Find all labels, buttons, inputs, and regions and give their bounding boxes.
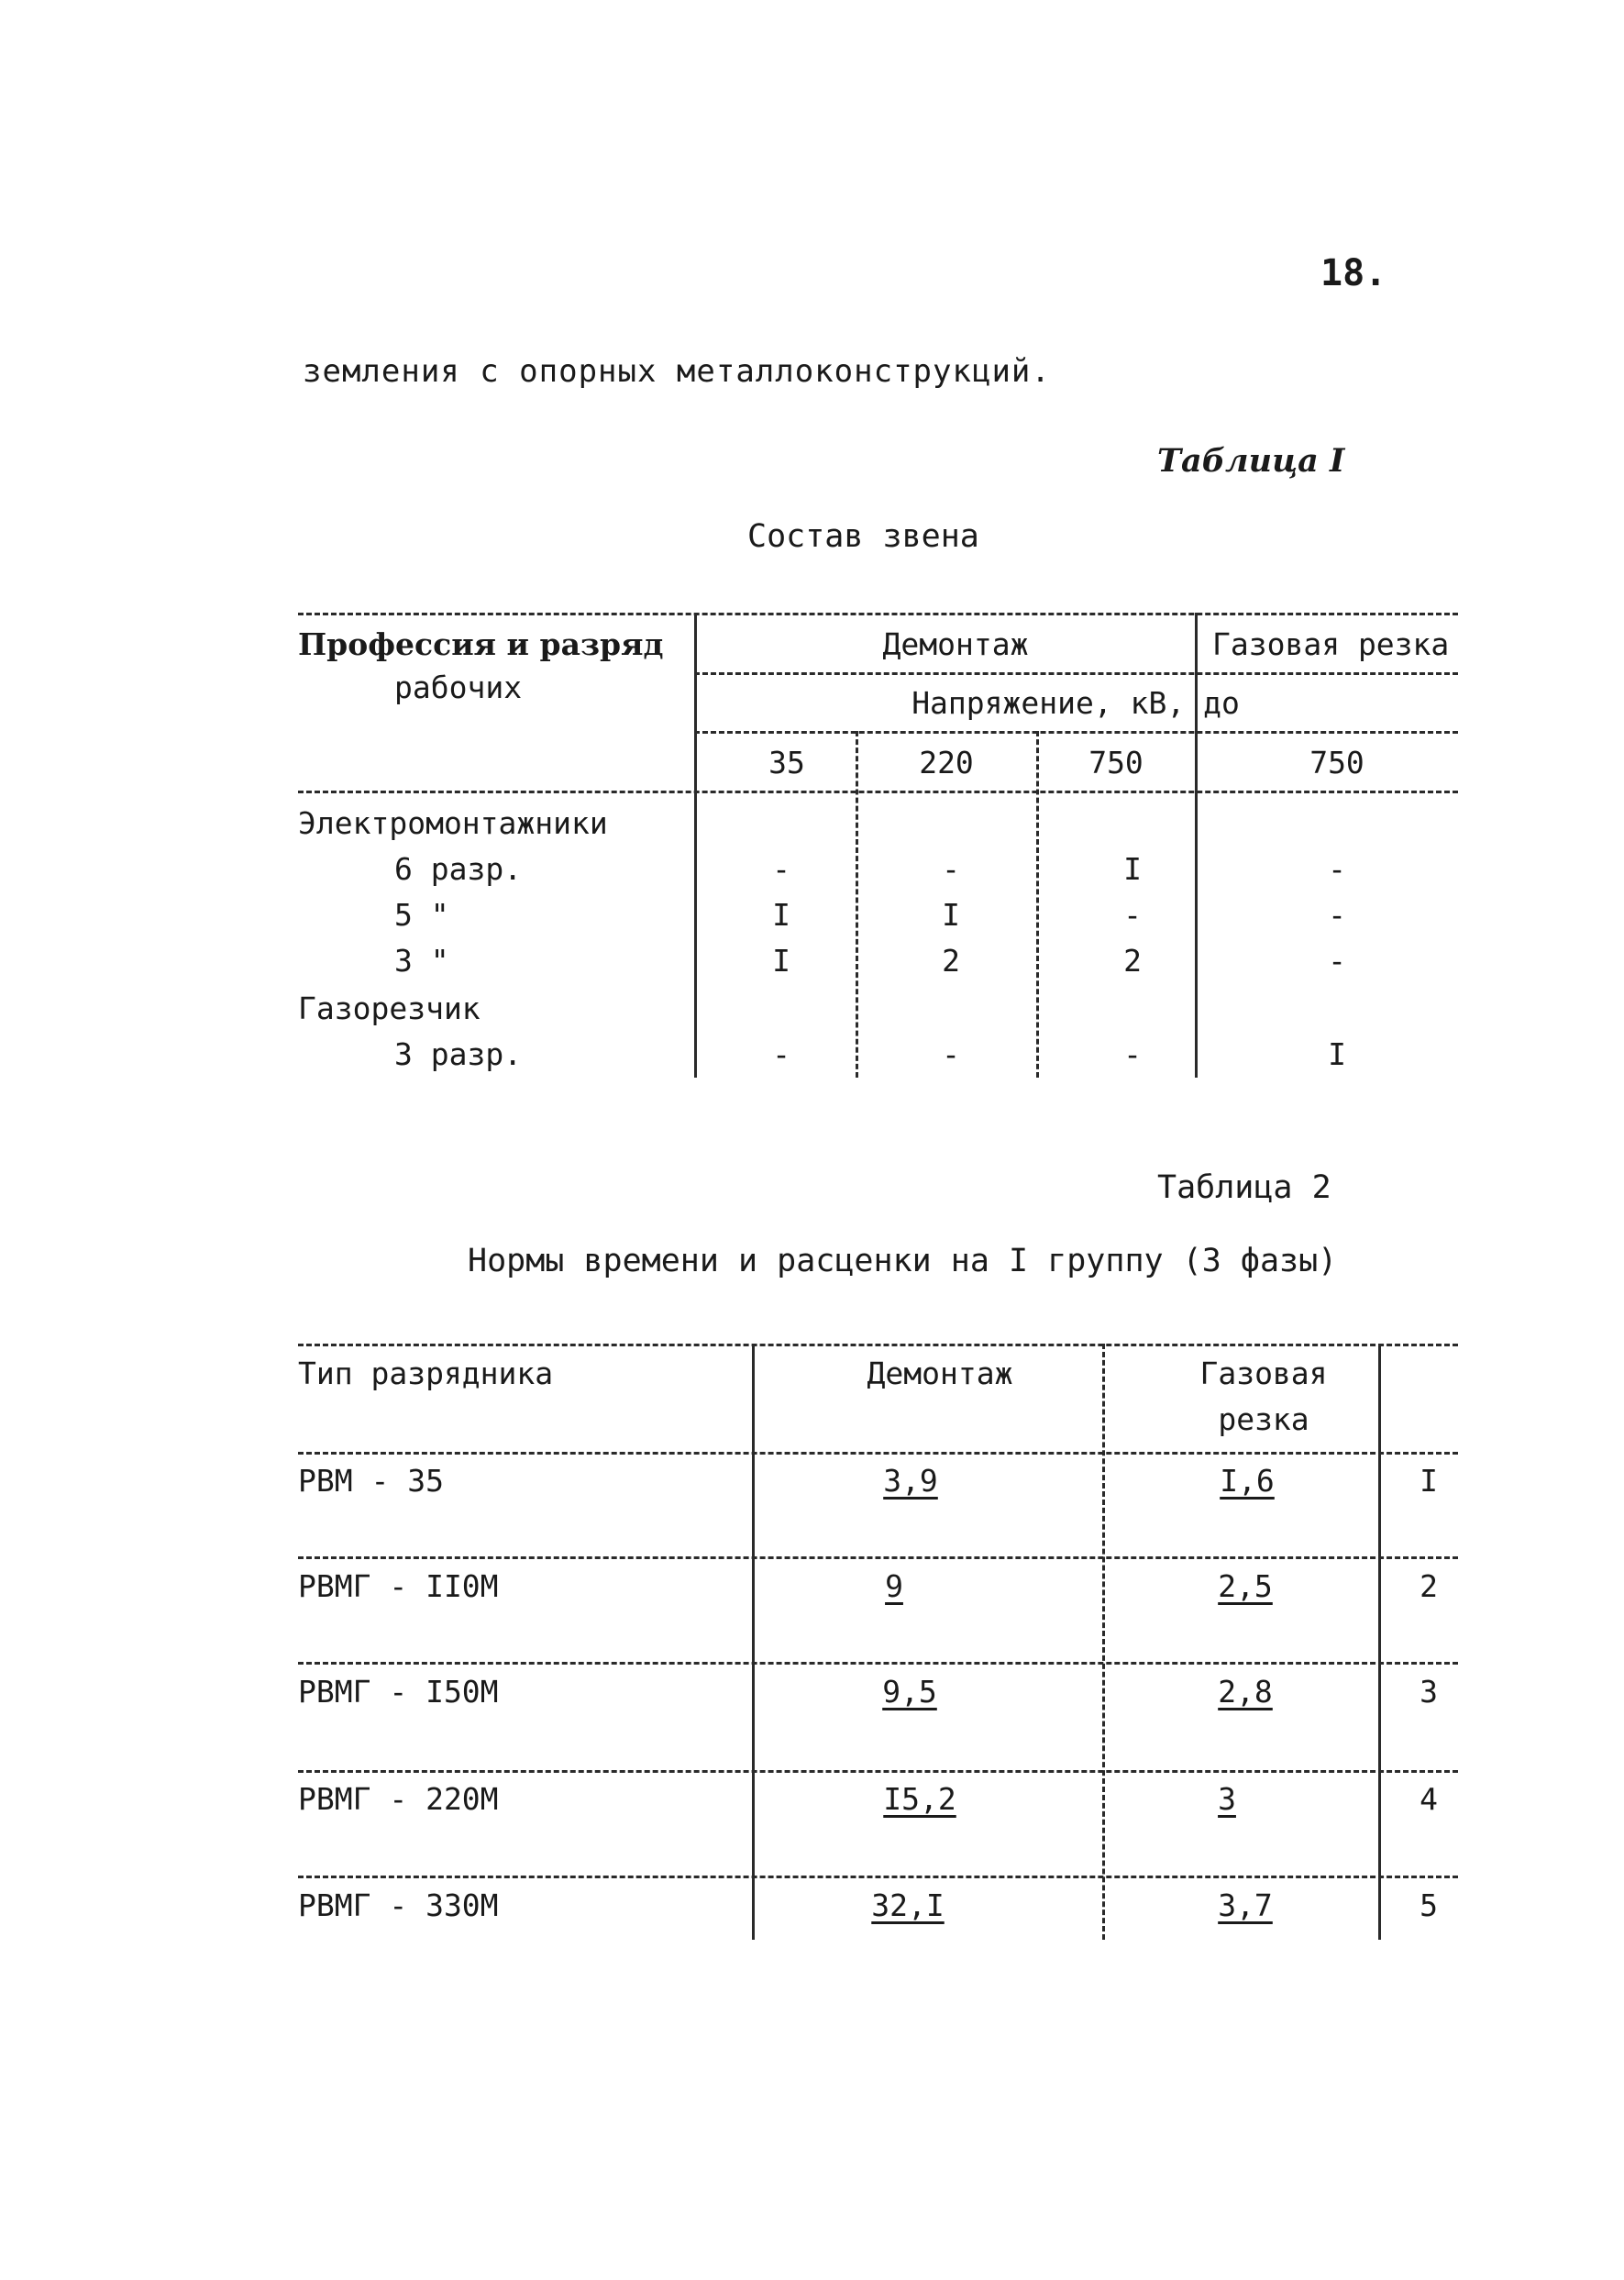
table2-type-cell: РВМГ - I50М	[298, 1674, 499, 1710]
table1-caption: Состав звена	[747, 518, 979, 555]
table1-cell: -	[1328, 897, 1346, 933]
table2-num-cell: 4	[1420, 1781, 1438, 1817]
table1-cell: -	[942, 851, 960, 887]
table2-dismantling-cell: 9,5	[882, 1674, 937, 1710]
table1-cell: I	[772, 897, 790, 933]
table2-num-cell: 2	[1420, 1568, 1438, 1604]
table2-label: Таблица 2	[1157, 1169, 1331, 1206]
table2-header-gas-cutting-2: резка	[1218, 1401, 1309, 1437]
table1-rule-voltage	[694, 672, 1458, 675]
table2-type-cell: РВМГ - 220М	[298, 1781, 499, 1817]
table2-rule-header-bottom	[298, 1452, 1458, 1455]
table1-voltage-cell: 220	[919, 745, 974, 780]
table1-voltage-cell: 750	[1309, 745, 1364, 780]
table1-cell: -	[1328, 943, 1346, 979]
table1-header-profession-2: рабочих	[394, 670, 523, 705]
table1-cell: I	[772, 943, 790, 979]
intro-line: земления с опорных металлоконструкций.	[303, 353, 1051, 390]
table2-num-cell: I	[1420, 1463, 1438, 1499]
table2-type-cell: РВМ - 35	[298, 1463, 444, 1499]
table2-num-cell: 5	[1420, 1887, 1438, 1923]
table1-cell: -	[772, 1036, 790, 1072]
table2-row-rule	[298, 1556, 1458, 1559]
table2-type-cell: РВМГ - 330М	[298, 1887, 499, 1923]
table1-voltage-cell: 35	[768, 745, 805, 780]
table2-rule-top	[298, 1344, 1458, 1346]
table1-col-divider	[694, 613, 697, 1078]
table2-row-rule	[298, 1662, 1458, 1665]
table1-row-label: 3 разр.	[394, 1036, 523, 1072]
table1-col-divider	[856, 731, 858, 1078]
table2-gas-cutting-cell: 2,8	[1218, 1674, 1273, 1710]
table1-voltage-cell: 750	[1088, 745, 1143, 780]
table2-gas-cutting-cell: 3,7	[1218, 1887, 1273, 1923]
table1-rule-top	[298, 613, 1458, 615]
table2-dismantling-cell: I5,2	[883, 1781, 956, 1817]
table2-caption: Нормы времени и расценки на I группу (3 фазы)	[468, 1243, 1338, 1279]
table1-cell: I	[942, 897, 960, 933]
table2-dismantling-cell: 32,I	[871, 1887, 945, 1923]
table2-col-divider	[1102, 1344, 1105, 1940]
table1-rule-header-bottom	[298, 791, 1458, 793]
table2-gas-cutting-cell: 2,5	[1218, 1568, 1273, 1604]
table1-row-label: 5 "	[394, 897, 449, 933]
table1-header-profession: Профессия и разряд	[298, 626, 664, 662]
table1-row-label: 6 разр.	[394, 851, 523, 887]
table2-dismantling-cell: 3,9	[883, 1463, 938, 1499]
page-number: 18.	[1320, 252, 1387, 294]
table2-row-rule	[298, 1770, 1458, 1773]
table1-rule-values	[694, 731, 1458, 734]
table1-cell: -	[1328, 851, 1346, 887]
table2-col-divider	[1378, 1344, 1381, 1940]
table1-cell: 2	[1123, 943, 1142, 979]
table1-cell: -	[942, 1036, 960, 1072]
table1-header-gas-cutting: Газовая резка	[1212, 626, 1450, 662]
table1-col-divider	[1195, 613, 1198, 1078]
table2-header-dismantling: Демонтаж	[867, 1356, 1013, 1391]
table2-num-cell: 3	[1420, 1674, 1438, 1710]
table2-type-cell: РВМГ - II0М	[298, 1568, 499, 1604]
table1-cell: -	[1123, 1036, 1142, 1072]
table1-cell: -	[772, 851, 790, 887]
table1-cell: 2	[942, 943, 960, 979]
table2-gas-cutting-cell: 3	[1218, 1781, 1236, 1817]
table1-cell: I	[1328, 1036, 1346, 1072]
table2-row-rule	[298, 1876, 1458, 1878]
table2-dismantling-cell: 9	[885, 1568, 903, 1604]
table1-cell: -	[1123, 897, 1142, 933]
table1-header-voltage: Напряжение, кВ, до	[911, 685, 1240, 721]
table2-col-divider	[752, 1344, 755, 1940]
table2-header-gas-cutting: Газовая	[1199, 1356, 1328, 1391]
table1-cell: I	[1123, 851, 1142, 887]
table1-row-label: 3 "	[394, 943, 449, 979]
table1-col-divider	[1036, 731, 1039, 1078]
table1-row-label: Электромонтажники	[298, 805, 608, 841]
table2-gas-cutting-cell: I,6	[1220, 1463, 1275, 1499]
table1-header-dismantling: Демонтаж	[882, 626, 1029, 662]
table1-label: Таблица I	[1157, 442, 1345, 480]
table1-row-label: Газорезчик	[298, 991, 481, 1026]
table2-header-type: Тип разрядника	[298, 1356, 554, 1391]
